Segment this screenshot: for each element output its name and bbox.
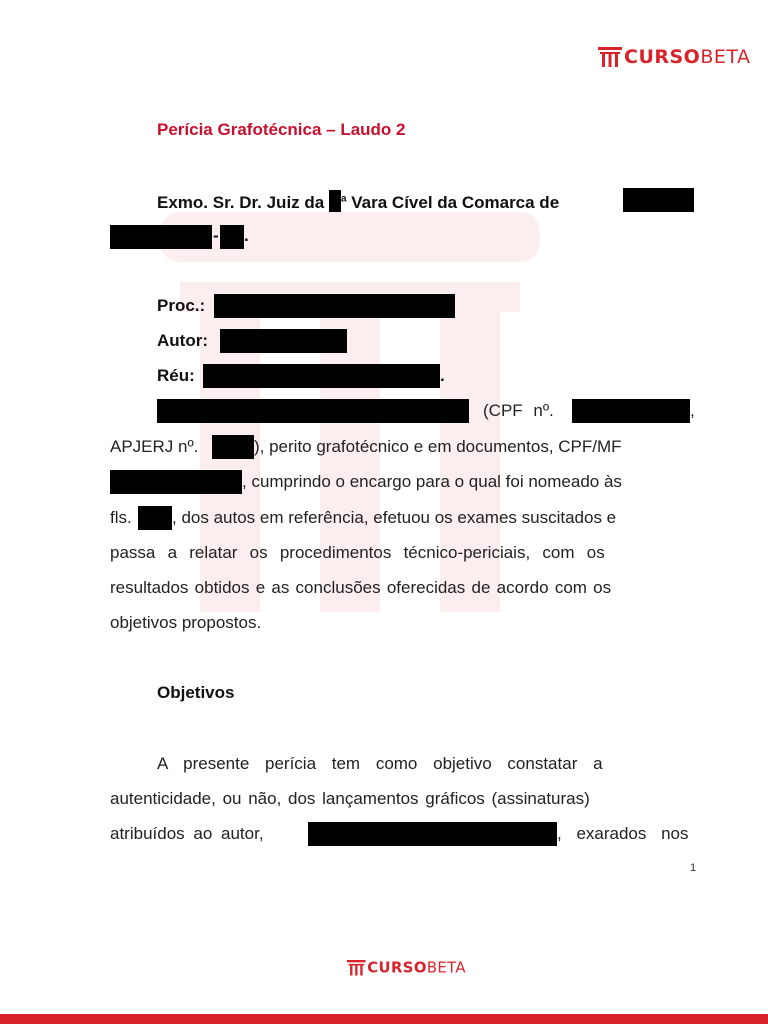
redaction-cpf: [572, 399, 690, 423]
redaction-fls: [138, 506, 172, 530]
logo-word-curso: CURSO: [367, 959, 427, 977]
redaction-vara-number: [329, 190, 341, 212]
page-title: Perícia Grafotécnica – Laudo 2: [157, 120, 406, 139]
page-number: 1: [690, 862, 697, 874]
footer-logo: [347, 960, 466, 976]
para1-line5: passa a relatar os procedimentos técnico-periciais, com os: [110, 543, 605, 562]
pillar-icon: [347, 960, 366, 976]
logo-word-beta: BETA: [700, 46, 751, 68]
redaction-reu: [203, 364, 440, 388]
redaction-proc: [214, 294, 455, 318]
autor-label: Autor:: [157, 331, 208, 350]
redaction-autor-name: [308, 822, 557, 846]
pillar-icon: [598, 47, 622, 67]
proc-label: Proc.:: [157, 296, 206, 315]
para1-line6: resultados obtidos e as conclusões oferecidas de acordo com os: [110, 578, 612, 597]
fls-label: fls.: [110, 508, 132, 527]
reu-dot: .: [440, 366, 445, 385]
para1-line4: , dos autos em referência, efetuou os exames suscitados e: [172, 508, 617, 527]
redaction-state: [220, 225, 244, 249]
header-logo: [598, 47, 751, 67]
para2-line2: autenticidade, ou não, dos lançamentos gráficos (assinaturas): [110, 789, 590, 808]
para1-line3: , cumprindo o encargo para o qual foi nomeado às: [242, 472, 622, 491]
para2-line3a: atribuídos ao autor,: [110, 824, 264, 843]
bottom-accent-bar: [0, 1014, 768, 1024]
redaction-comarca: [623, 188, 694, 212]
redaction-city: [110, 225, 212, 249]
para2-line3b: , exarados nos: [557, 824, 689, 843]
address-dot: .: [244, 226, 249, 245]
objetivos-heading: Objetivos: [157, 683, 235, 702]
address-dash: -: [213, 226, 219, 245]
address-part2: Vara Cível da Comarca de: [351, 193, 560, 212]
cpf-comma: ,: [690, 401, 695, 420]
address-line-1: [157, 190, 559, 213]
reu-label: Réu:: [157, 366, 195, 385]
logo-word-curso: CURSO: [624, 46, 701, 68]
redaction-autor: [220, 329, 347, 353]
para2-line1: A presente perícia tem como objetivo constatar a: [157, 754, 603, 773]
address-superscript: a: [340, 193, 347, 205]
redaction-cpf-mf: [110, 470, 242, 494]
apjerj-label: APJERJ nº.: [110, 437, 199, 456]
cpf-label: (CPF nº.: [483, 401, 554, 420]
para1-line7: objetivos propostos.: [110, 613, 262, 632]
address-part1: Exmo. Sr. Dr. Juiz da: [157, 193, 325, 212]
redaction-perito-name: [157, 399, 469, 423]
redaction-apjerj: [212, 435, 254, 459]
para1-line2: ), perito grafotécnico e em documentos, CPF/MF: [254, 437, 622, 456]
logo-word-beta: BETA: [426, 959, 466, 977]
